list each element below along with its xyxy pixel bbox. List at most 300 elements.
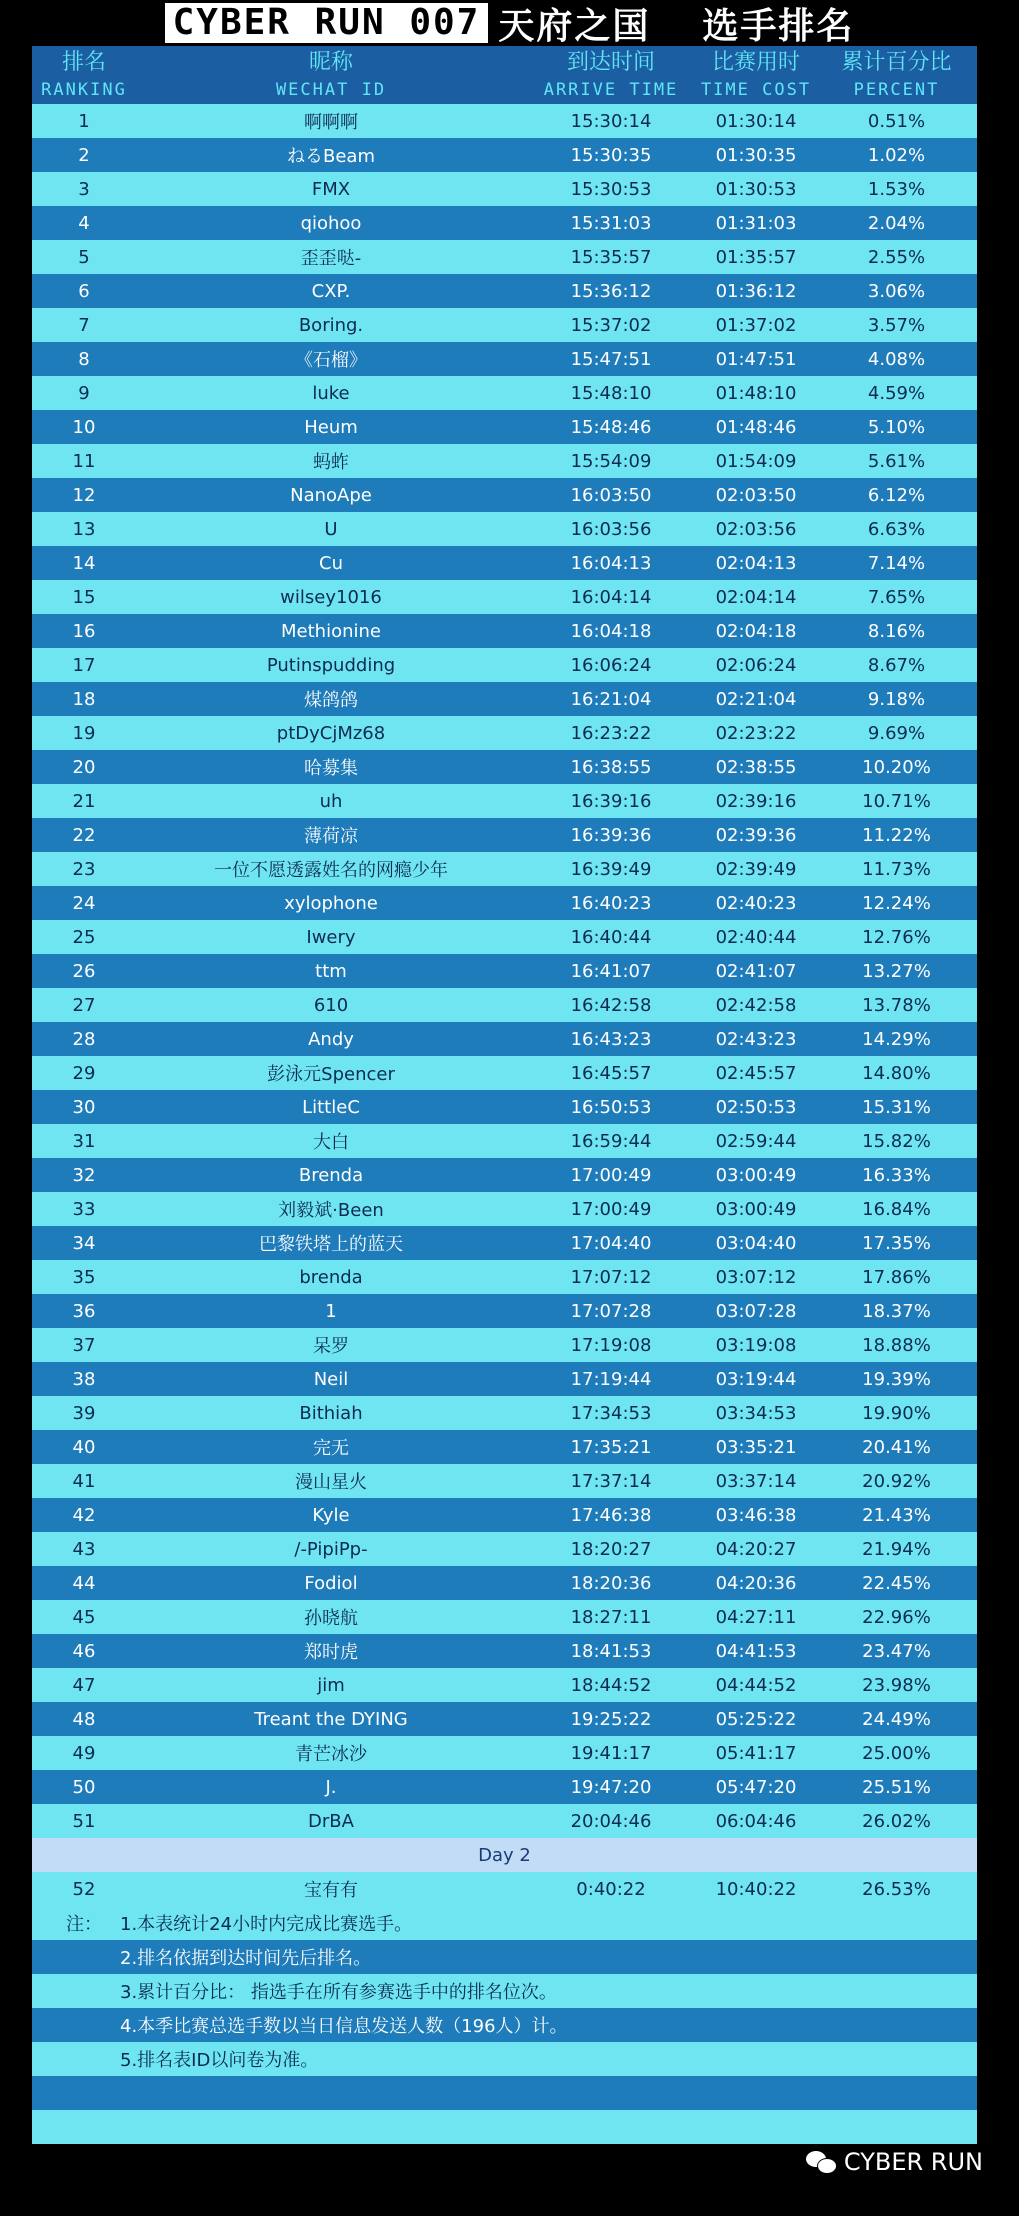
percent-cell: 24.49% <box>862 1708 931 1730</box>
table-row <box>32 138 977 172</box>
percent-cell: 4.08% <box>867 348 926 370</box>
table-row <box>32 818 977 852</box>
nickname-cell: 610 <box>313 994 349 1016</box>
arrive-time-cell: 15:35:57 <box>570 246 652 268</box>
time-cost-cell: 02:45:57 <box>715 1062 797 1084</box>
table-row <box>32 104 977 138</box>
rank-cell: 18 <box>72 688 96 710</box>
table-row <box>32 648 977 682</box>
table-row <box>32 1192 977 1226</box>
percent-cell: 26.53% <box>862 1878 931 1900</box>
notes-section <box>32 1906 977 2144</box>
arrive-time-cell: 17:00:49 <box>570 1198 652 1220</box>
nickname-cell: J. <box>325 1776 337 1798</box>
header-ranking-cn: 排名 <box>61 50 106 75</box>
arrive-time-cell: 15:30:35 <box>570 144 652 166</box>
time-cost-cell: 04:27:11 <box>715 1606 797 1628</box>
table-row <box>32 1294 977 1328</box>
nickname-cell: 孙晓航 <box>304 1608 358 1629</box>
table-row <box>32 1804 977 1838</box>
rank-cell: 3 <box>78 178 90 200</box>
percent-cell: 22.45% <box>862 1572 931 1594</box>
arrive-time-cell: 19:47:20 <box>570 1776 652 1798</box>
rank-cell: 24 <box>72 892 96 914</box>
rank-cell: 45 <box>72 1606 96 1628</box>
table-row <box>32 1124 977 1158</box>
table-row <box>32 1362 977 1396</box>
wechat-icon <box>806 2149 836 2175</box>
arrive-time-cell: 18:20:36 <box>570 1572 652 1594</box>
table-row <box>32 1498 977 1532</box>
ranking-table <box>32 46 977 2146</box>
header-percent-cn: 累计百分比 <box>841 50 952 75</box>
nickname-cell: Bithiah <box>299 1402 363 1424</box>
nickname-cell: 1 <box>325 1300 337 1322</box>
time-cost-cell: 02:39:16 <box>715 790 797 812</box>
arrive-time-cell: 16:03:50 <box>570 484 652 506</box>
time-cost-cell: 02:04:14 <box>715 586 797 608</box>
percent-cell: 5.61% <box>867 450 926 472</box>
note-row <box>32 1974 977 2008</box>
rank-cell: 40 <box>72 1436 96 1458</box>
time-cost-cell: 03:19:44 <box>715 1368 797 1390</box>
event-name: 天府之国 <box>498 5 651 47</box>
time-cost-cell: 02:38:55 <box>715 756 797 778</box>
nickname-cell: DrBA <box>308 1810 354 1832</box>
table-row <box>32 682 977 716</box>
arrive-time-cell: 18:41:53 <box>570 1640 652 1662</box>
nickname-cell: 彭泳元Spencer <box>267 1064 395 1085</box>
rank-cell: 7 <box>78 314 90 336</box>
percent-cell: 10.20% <box>862 756 931 778</box>
arrive-time-cell: 15:48:10 <box>570 382 652 404</box>
table-row <box>32 274 977 308</box>
time-cost-cell: 03:46:38 <box>715 1504 797 1526</box>
percent-cell: 12.76% <box>862 926 931 948</box>
note-text: 3.累计百分比： 指选手在所有参赛选手中的排名位次。 <box>120 1982 557 2003</box>
time-cost-cell: 01:35:57 <box>715 246 797 268</box>
time-cost-cell: 02:03:50 <box>715 484 797 506</box>
percent-cell: 18.37% <box>862 1300 931 1322</box>
percent-cell: 7.14% <box>867 552 926 574</box>
nickname-cell: ttm <box>315 960 347 982</box>
nickname-cell: ねるBeam <box>287 146 375 167</box>
percent-cell: 19.39% <box>862 1368 931 1390</box>
rank-cell: 10 <box>72 416 96 438</box>
nickname-cell: 青芒冰沙 <box>295 1744 367 1765</box>
rank-cell: 43 <box>72 1538 96 1560</box>
nickname-cell: Brenda <box>298 1164 364 1186</box>
percent-cell: 19.90% <box>862 1402 931 1424</box>
table-row <box>32 376 977 410</box>
nickname-cell: 漫山星火 <box>295 1472 367 1493</box>
nickname-cell: Iwery <box>306 926 356 948</box>
arrive-time-cell: 17:19:08 <box>570 1334 652 1356</box>
time-cost-cell: 05:25:22 <box>715 1708 797 1730</box>
arrive-time-cell: 16:04:18 <box>570 620 652 642</box>
table-row <box>32 954 977 988</box>
arrive-time-cell: 18:20:27 <box>570 1538 652 1560</box>
nickname-cell: ptDyCjMz68 <box>276 722 386 744</box>
percent-cell: 16.33% <box>862 1164 931 1186</box>
table-row <box>32 614 977 648</box>
arrive-time-cell: 16:04:13 <box>570 552 652 574</box>
time-cost-cell: 01:30:14 <box>715 110 797 132</box>
arrive-time-cell: 16:03:56 <box>570 518 652 540</box>
rank-cell: 51 <box>72 1810 96 1832</box>
time-cost-cell: 02:03:56 <box>715 518 797 540</box>
table-row <box>32 1668 977 1702</box>
time-cost-cell: 01:37:02 <box>715 314 797 336</box>
table-row <box>32 342 977 376</box>
arrive-time-cell: 17:00:49 <box>570 1164 652 1186</box>
arrive-time-cell: 16:40:44 <box>570 926 652 948</box>
rank-cell: 36 <box>72 1300 96 1322</box>
table-row <box>32 308 977 342</box>
percent-cell: 13.27% <box>862 960 931 982</box>
arrive-time-cell: 16:50:53 <box>570 1096 652 1118</box>
table-row <box>32 1872 977 1906</box>
time-cost-cell: 10:40:22 <box>715 1878 797 1900</box>
time-cost-cell: 02:06:24 <box>715 654 797 676</box>
nickname-cell: brenda <box>299 1266 363 1288</box>
arrive-time-cell: 15:30:14 <box>570 110 652 132</box>
table-row <box>32 1770 977 1804</box>
table-body-day2 <box>32 1872 977 1906</box>
table-row <box>32 1226 977 1260</box>
note-row <box>32 2076 977 2110</box>
percent-cell: 18.88% <box>862 1334 931 1356</box>
rank-cell: 20 <box>72 756 96 778</box>
table-row <box>32 1430 977 1464</box>
time-cost-cell: 04:20:27 <box>715 1538 797 1560</box>
arrive-time-cell: 17:46:38 <box>570 1504 652 1526</box>
rank-cell: 5 <box>78 246 90 268</box>
footer-brand: CYBER RUN <box>843 2148 983 2176</box>
percent-cell: 21.43% <box>862 1504 931 1526</box>
rank-cell: 42 <box>72 1504 96 1526</box>
table-row <box>32 1328 977 1362</box>
rank-cell: 19 <box>72 722 96 744</box>
time-cost-cell: 01:30:35 <box>715 144 797 166</box>
nickname-cell: 歪歪哒- <box>300 248 362 269</box>
table-row <box>32 852 977 886</box>
percent-cell: 15.31% <box>862 1096 931 1118</box>
header-percent-en: PERCENT <box>853 79 940 100</box>
arrive-time-cell: 16:39:16 <box>570 790 652 812</box>
rank-cell: 30 <box>72 1096 96 1118</box>
time-cost-cell: 05:47:20 <box>715 1776 797 1798</box>
rank-cell: 12 <box>72 484 96 506</box>
header-arrive-cn: 到达时间 <box>566 50 655 75</box>
nickname-cell: 薄荷凉 <box>304 826 358 847</box>
nickname-cell: Boring. <box>298 314 364 336</box>
arrive-time-cell: 16:21:04 <box>570 688 652 710</box>
arrive-time-cell: 17:34:53 <box>570 1402 652 1424</box>
note-row <box>32 1906 977 1940</box>
time-cost-cell: 03:34:53 <box>715 1402 797 1424</box>
table-row <box>32 1090 977 1124</box>
table-row <box>32 988 977 1022</box>
percent-cell: 13.78% <box>862 994 931 1016</box>
rank-cell: 1 <box>78 110 90 132</box>
arrive-time-cell: 19:41:17 <box>570 1742 652 1764</box>
nickname-cell: 巴黎铁塔上的蓝天 <box>259 1234 403 1255</box>
percent-cell: 16.84% <box>862 1198 931 1220</box>
percent-cell: 9.69% <box>867 722 926 744</box>
note-row <box>32 2042 977 2076</box>
note-row <box>32 2008 977 2042</box>
percent-cell: 14.29% <box>862 1028 931 1050</box>
table-row <box>32 1736 977 1770</box>
time-cost-cell: 02:21:04 <box>715 688 797 710</box>
percent-cell: 3.57% <box>867 314 926 336</box>
table-row <box>32 716 977 750</box>
arrive-time-cell: 15:54:09 <box>570 450 652 472</box>
arrive-time-cell: 0:40:22 <box>576 1878 646 1900</box>
table-row <box>32 886 977 920</box>
table-row <box>32 1600 977 1634</box>
table-row <box>32 1022 977 1056</box>
time-cost-cell: 01:36:12 <box>715 280 797 302</box>
percent-cell: 17.35% <box>862 1232 931 1254</box>
rank-cell: 9 <box>78 382 90 404</box>
time-cost-cell: 02:41:07 <box>715 960 797 982</box>
arrive-time-cell: 17:37:14 <box>570 1470 652 1492</box>
percent-cell: 6.12% <box>867 484 926 506</box>
rank-cell: 47 <box>72 1674 96 1696</box>
table-row <box>32 410 977 444</box>
rank-cell: 6 <box>78 280 90 302</box>
table-row <box>32 1464 977 1498</box>
nickname-cell: Cu <box>319 552 343 574</box>
table-row <box>32 172 977 206</box>
rank-cell: 37 <box>72 1334 96 1356</box>
percent-cell: 20.92% <box>862 1470 931 1492</box>
arrive-time-cell: 17:04:40 <box>570 1232 652 1254</box>
percent-cell: 21.94% <box>862 1538 931 1560</box>
time-cost-cell: 02:04:18 <box>715 620 797 642</box>
note-row <box>32 2110 977 2144</box>
percent-cell: 2.55% <box>867 246 926 268</box>
header-nickname-en: WECHAT ID <box>275 79 387 100</box>
arrive-time-cell: 16:39:49 <box>570 858 652 880</box>
nickname-cell: Neil <box>313 1368 349 1390</box>
table-row <box>32 1634 977 1668</box>
table-row <box>32 750 977 784</box>
nickname-cell: Treant the DYING <box>254 1708 408 1730</box>
percent-cell: 9.18% <box>867 688 926 710</box>
rank-cell: 2 <box>78 144 90 166</box>
percent-cell: 15.82% <box>862 1130 931 1152</box>
time-cost-cell: 01:54:09 <box>715 450 797 472</box>
time-cost-cell: 02:39:36 <box>715 824 797 846</box>
table-row <box>32 1566 977 1600</box>
percent-cell: 23.98% <box>862 1674 931 1696</box>
nickname-cell: 郑时虎 <box>304 1642 358 1663</box>
header-arrive-en: ARRIVE TIME <box>543 79 679 100</box>
percent-cell: 11.73% <box>862 858 931 880</box>
table-row <box>32 240 977 274</box>
table-row <box>32 784 977 818</box>
time-cost-cell: 01:31:03 <box>715 212 797 234</box>
rank-cell: 31 <box>72 1130 96 1152</box>
time-cost-cell: 01:48:46 <box>715 416 797 438</box>
time-cost-cell: 01:47:51 <box>715 348 797 370</box>
arrive-time-cell: 15:30:53 <box>570 178 652 200</box>
nickname-cell: 完无 <box>313 1438 349 1459</box>
rank-cell: 23 <box>72 858 96 880</box>
nickname-cell: Methionine <box>281 620 381 642</box>
time-cost-cell: 02:43:23 <box>715 1028 797 1050</box>
arrive-time-cell: 17:07:28 <box>570 1300 652 1322</box>
time-cost-cell: 02:40:23 <box>715 892 797 914</box>
time-cost-cell: 01:30:53 <box>715 178 797 200</box>
time-cost-cell: 04:41:53 <box>715 1640 797 1662</box>
time-cost-cell: 01:48:10 <box>715 382 797 404</box>
nickname-cell: xylophone <box>284 892 378 914</box>
percent-cell: 14.80% <box>862 1062 931 1084</box>
rank-cell: 44 <box>72 1572 96 1594</box>
nickname-cell: LittleC <box>302 1096 360 1118</box>
day2-divider: Day 2 <box>32 1838 977 1872</box>
nickname-cell: luke <box>312 382 350 404</box>
percent-cell: 2.04% <box>867 212 926 234</box>
rank-cell: 34 <box>72 1232 96 1254</box>
arrive-time-cell: 16:42:58 <box>570 994 652 1016</box>
table-row <box>32 1056 977 1090</box>
arrive-time-cell: 19:25:22 <box>570 1708 652 1730</box>
nickname-cell: Fodiol <box>304 1572 358 1594</box>
rank-cell: 25 <box>72 926 96 948</box>
rank-cell: 21 <box>72 790 96 812</box>
header-timecost-cn: 比赛用时 <box>711 50 800 75</box>
rank-cell: 27 <box>72 994 96 1016</box>
table-header <box>32 46 977 104</box>
table-row <box>32 1532 977 1566</box>
nickname-cell: 煤鸽鸽 <box>304 690 358 711</box>
time-cost-cell: 02:50:53 <box>715 1096 797 1118</box>
arrive-time-cell: 16:38:55 <box>570 756 652 778</box>
header-ranking-en: RANKING <box>41 79 127 100</box>
arrive-time-cell: 15:48:46 <box>570 416 652 438</box>
nickname-cell: /-PipiPp- <box>294 1538 368 1560</box>
rank-cell: 29 <box>72 1062 96 1084</box>
arrive-time-cell: 15:31:03 <box>570 212 652 234</box>
nickname-cell: FMX <box>311 178 351 200</box>
percent-cell: 25.51% <box>862 1776 931 1798</box>
time-cost-cell: 03:37:14 <box>715 1470 797 1492</box>
rank-cell: 17 <box>72 654 96 676</box>
note-text: 4.本季比赛总选手数以当日信息发送人数（196人）计。 <box>120 2016 568 2037</box>
percent-cell: 26.02% <box>862 1810 931 1832</box>
table-row <box>32 1158 977 1192</box>
percent-cell: 5.10% <box>867 416 926 438</box>
nickname-cell: 大白 <box>313 1132 349 1153</box>
rank-cell: 16 <box>72 620 96 642</box>
table-row <box>32 444 977 478</box>
note-text: 2.排名依据到达时间先后排名。 <box>120 1948 372 1969</box>
table-row <box>32 580 977 614</box>
page-title <box>0 0 1019 46</box>
percent-cell: 22.96% <box>862 1606 931 1628</box>
arrive-time-cell: 18:44:52 <box>570 1674 652 1696</box>
arrive-time-cell: 16:04:14 <box>570 586 652 608</box>
table-row <box>32 512 977 546</box>
rank-cell: 4 <box>78 212 90 234</box>
table-row <box>32 920 977 954</box>
rank-cell: 15 <box>72 586 96 608</box>
table-body <box>32 104 977 1838</box>
time-cost-cell: 03:04:40 <box>715 1232 797 1254</box>
nickname-cell: 宝有有 <box>304 1880 358 1901</box>
brand-logo: CYBER RUN 007 <box>165 3 489 43</box>
table-row <box>32 1396 977 1430</box>
rank-cell: 39 <box>72 1402 96 1424</box>
time-cost-cell: 02:23:22 <box>715 722 797 744</box>
rank-cell: 52 <box>72 1878 96 1900</box>
nickname-cell: U <box>324 518 338 540</box>
rank-cell: 41 <box>72 1470 96 1492</box>
arrive-time-cell: 17:35:21 <box>570 1436 652 1458</box>
time-cost-cell: 06:04:46 <box>715 1810 797 1832</box>
table-row <box>32 546 977 580</box>
rank-cell: 26 <box>72 960 96 982</box>
time-cost-cell: 04:20:36 <box>715 1572 797 1594</box>
percent-cell: 23.47% <box>862 1640 931 1662</box>
nickname-cell: Andy <box>308 1028 354 1050</box>
nickname-cell: 刘毅斌·Been <box>278 1200 384 1221</box>
rank-cell: 49 <box>72 1742 96 1764</box>
arrive-time-cell: 16:59:44 <box>570 1130 652 1152</box>
time-cost-cell: 05:41:17 <box>715 1742 797 1764</box>
nickname-cell: 哈募集 <box>304 758 358 779</box>
rank-cell: 8 <box>78 348 90 370</box>
notes-label: 注： <box>66 1914 102 1935</box>
arrive-time-cell: 16:40:23 <box>570 892 652 914</box>
time-cost-cell: 02:42:58 <box>715 994 797 1016</box>
nickname-cell: jim <box>317 1674 345 1696</box>
rank-cell: 33 <box>72 1198 96 1220</box>
arrive-time-cell: 16:39:36 <box>570 824 652 846</box>
nickname-cell: 啊啊啊 <box>304 112 358 133</box>
percent-cell: 6.63% <box>867 518 926 540</box>
nickname-cell: 《石榴》 <box>295 350 367 371</box>
nickname-cell: qiohoo <box>300 212 362 234</box>
percent-cell: 0.51% <box>867 110 926 132</box>
header-nickname-cn: 昵称 <box>308 50 353 75</box>
nickname-cell: NanoApe <box>290 484 372 506</box>
percent-cell: 12.24% <box>862 892 931 914</box>
table-row <box>32 206 977 240</box>
percent-cell: 25.00% <box>862 1742 931 1764</box>
rank-cell: 14 <box>72 552 96 574</box>
arrive-time-cell: 17:07:12 <box>570 1266 652 1288</box>
arrive-time-cell: 15:37:02 <box>570 314 652 336</box>
rank-cell: 32 <box>72 1164 96 1186</box>
rank-cell: 46 <box>72 1640 96 1662</box>
time-cost-cell: 03:19:08 <box>715 1334 797 1356</box>
time-cost-cell: 03:00:49 <box>715 1164 797 1186</box>
page-subtitle: 选手排名 <box>702 5 855 47</box>
arrive-time-cell: 16:23:22 <box>570 722 652 744</box>
percent-cell: 3.06% <box>867 280 926 302</box>
nickname-cell: CXP. <box>311 280 351 302</box>
percent-cell: 7.65% <box>867 586 926 608</box>
nickname-cell: Putinspudding <box>266 654 396 676</box>
time-cost-cell: 03:07:28 <box>715 1300 797 1322</box>
nickname-cell: uh <box>319 790 343 812</box>
